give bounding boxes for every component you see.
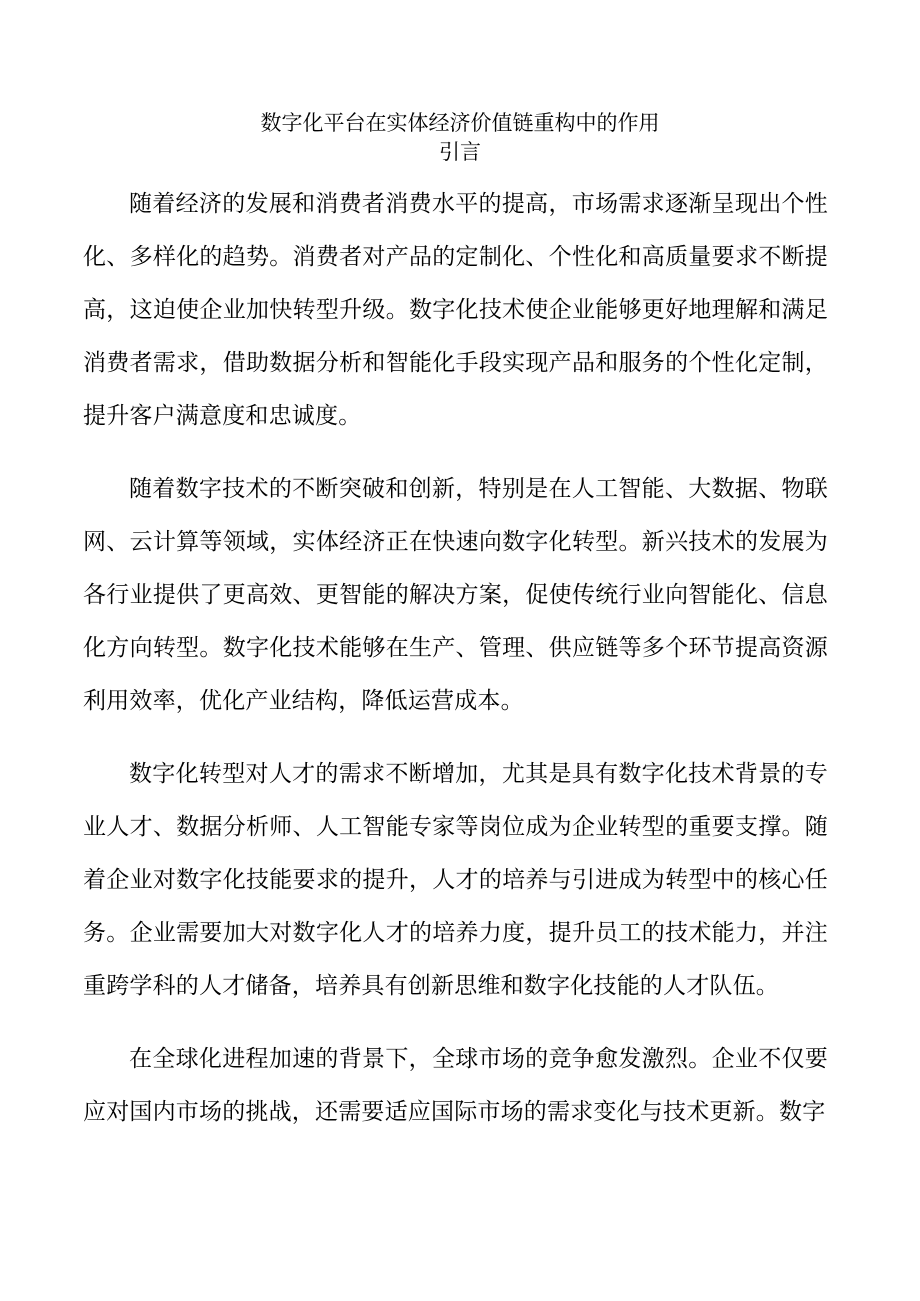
title-block [0, 108, 920, 166]
section-heading: 引言 [439, 140, 481, 164]
document-title: 数字化平台在实体经济价值链重构中的作用 [260, 111, 660, 135]
document-body [83, 178, 828, 1159]
paragraph: 在全球化进程加速的背景下，全球市场的竞争愈发激烈。企业不仅要应对国内市场的挑战，还需要适应国际市场的需求变化与技术更新。数字 [83, 1046, 828, 1125]
paragraph: 随着数字技术的不断突破和创新，特别是在人工智能、大数据、物联网、云计算等领域，实体经济正在快速向数字化转型。新兴技术的发展为各行业提供了更高效、更智能的解决方案，促使传统行业向智能化、信息化方向转型。数字化技术能够在生产、管理、供应链等多个环节提高资源利用效率，优化产业结构，降低运营成本。 [83, 476, 828, 714]
paragraph: 数字化转型对人才的需求不断增加，尤其是具有数字化技术背景的专业人才、数据分析师、人工智能专家等岗位成为企业转型的重要支撑。随着企业对数字化技能要求的提升，人才的培养与引进成为转型中的核心任务。企业需要加大对数字化人才的培养力度，提升员工的技术能力，并注重跨学科的人才储备，培养具有创新思维和数字化技能的人才队伍。 [83, 761, 828, 999]
paragraph: 随着经济的发展和消费者消费水平的提高，市场需求逐渐呈现出个性化、多样化的趋势。消费者对产品的定制化、个性化和高质量要求不断提高，这迫使企业加快转型升级。数字化技术使企业能够更好地理解和满足消费者需求，借助数据分析和智能化手段实现产品和服务的个性化定制，提升客户满意度和忠诚度。 [83, 191, 828, 429]
